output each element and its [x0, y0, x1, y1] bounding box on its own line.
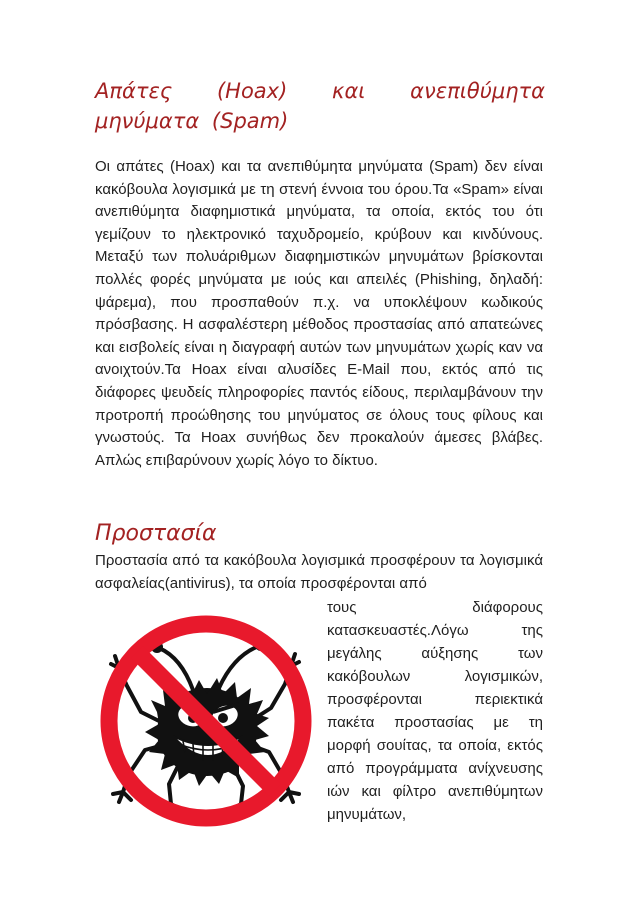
paragraph-hoax-spam: Οι απάτες (Hoax) και τα ανεπιθύμητα μηνύματα (Spam) δεν είναι κακόβουλα λογισμικά με τη στενή έννοια του όρου.Τα «Spam» είναι ανεπιθύμητα διαφημιστικά μηνύματα, τα οποία, εκτός του ότι γεμίζουν το ηλεκτρονικό ταχυδρομείο, κρύβουν και κινδύνους. Μεταξύ των πολυάριθμων διαφημιστικών μηνυμάτων βρίσκονται πολλές φορές μηνύματα με ιούς και απειλές (Phishing, δηλαδή: ψάρεμα), που προσπαθούν π.χ. να υποκλέψουν κωδικούς πρόσβασης. Η ασφαλέστερη μέθοδος προστασίας από απατεώνες και εισβολείς είναι η διαγραφή αυτών των μηνυμάτων χωρίς καν να ανοιχτούν.Τα Hoax είναι αλυσίδες E-Mail που, εκτός από τις διάφορες ψευδείς πληροφορίες παντός είδους, περιλαμβάνουν την προτροπή προώθησης του μηνύματος σε όλους τους φίλους και γνωστούς. Τα Hoax συνήθως δεν προκαλούν άμεσες βλάβες. Απλώς επιβαρύνουν χωρίς λόγο το δίκτυο. [95, 158, 543, 469]
page-title: Απάτες (Hoax) και ανεπιθύμητα μηνύματα (Spam) [95, 79, 545, 133]
no-bug-prohibition-icon [93, 604, 319, 832]
paragraph-protection-intro: Προστασία από τα κακόβουλα λογισμικά προσφέρουν τα λογισμικά ασφαλείας(antivirus), τα οποία προσφέρονται από [95, 552, 543, 592]
section-heading-protection: Προστασία [95, 521, 217, 546]
paragraph-protection-continued: τους διάφορους κατασκευαστές.Λόγω της μεγάλης αύξησης των κακόβουλων λογισμικών, προσφέρονται περιεκτικά πακέτα προστασίας με τη μορφή σουίτας, τα οποία, εκτός από προγράμματα ανίχνευσης ιών και φίλτρο ανεπιθύμητων μηνυμάτων, [327, 599, 543, 823]
